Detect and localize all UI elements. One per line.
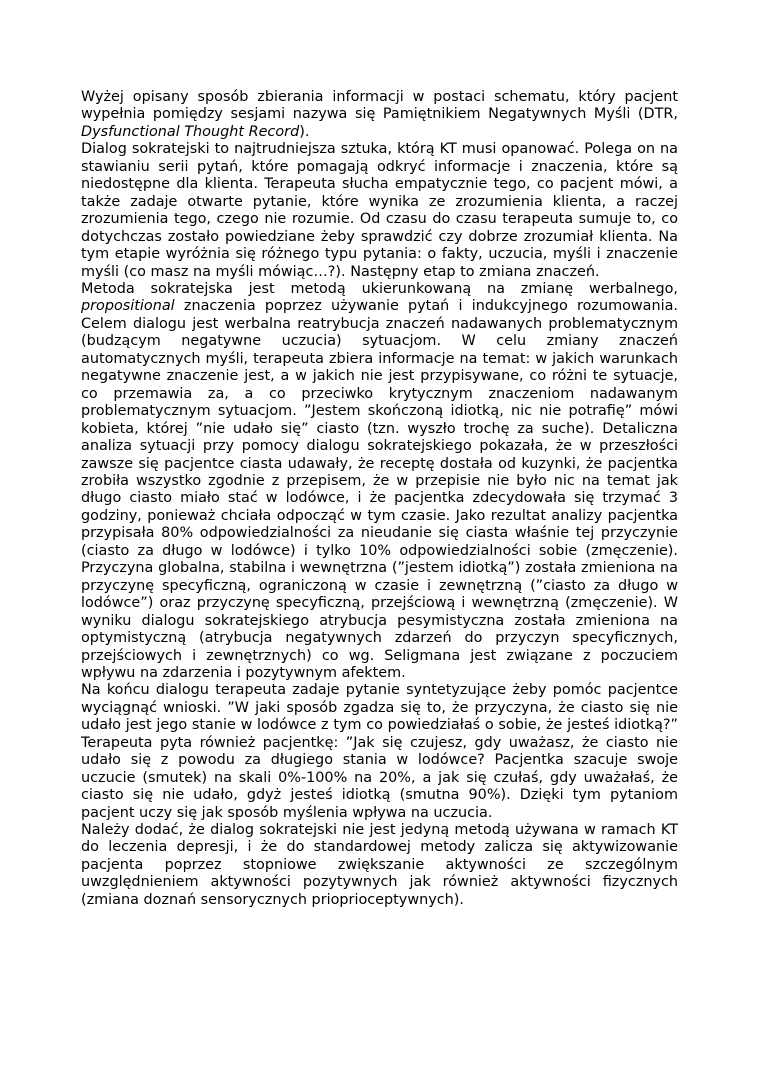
paragraph-text: Wyżej opisany sposób zbierania informacji w postaci schematu, który pacjent wypełnia pomiędzy sesjami nazywa się Pamiętnikiem Negatywnych Myśli (DTR, xyxy=(81,89,678,123)
paragraph-text: ). xyxy=(299,123,310,140)
paragraph-activation xyxy=(81,822,678,909)
paragraph-text: Metoda sokratejska jest metodą ukierunkowaną na zmianę werbalnego, xyxy=(81,280,678,297)
paragraph-italic-term: Dysfunctional Thought Record xyxy=(81,123,300,140)
paragraph-socratic-method xyxy=(81,281,678,682)
paragraph-text: znaczenia poprzez używanie pytań i indukcyjnego rozumowania. Celem dialogu jest werbalna reatrybucja znaczeń nadawanych problematycznym (budzącym negatywne uczucia) sytuacjom. W celu zmiany znaczeń automatycznych myśli, terapeuta zbiera informacje na temat: w jakich warunkach negatywne znaczenie jest, a w jakich nie jest przypisywane, co różni te sytuacje, co przemawia za, a co przeciwko krytycznym znaczeniom nadawanym problematycznym sytuacjom. ”Jestem skończoną idiotką, nic nie potrafię” mówi kobieta, której ”nie udało się” ciasto (tzn. wyszło trochę za suche). Detaliczna analiza sytuacji przy pomocy dialogu sokratejskiego pokazała, że w przeszłości zawsze się pacjentce ciasta udawały, że receptę dostała od kuzynki, że pacjentka zrobiła wszystko zgodnie z przepisem, że w przepisie nie było nic na temat jak długo ciasto miało stać w lodówce, i że pacjentka zdecydowała się trzymać 3 godziny, ponieważ chciała odpocząć w tym czasie. Jako rezultat analizy pacjentka przypisała 80% odpowiedzialności za nieudanie się ciasta właśnie tej przyczynie (ciasto za długo w lodówce) i tylko 10% odpowiedzialności sobie (zmęczenie). Przyczyna globalna, stabilna i wewnętrzna (”jestem idiotką”) została zmieniona na przyczynę specyficzną, ograniczoną w czasie i zewnętrzną (”ciasto za długo w lodówce”) oraz przyczynę specyficzną, przejściową i wewnętrzną (zmęczenie). W wyniku dialogu sokratejskiego atrybucja pesymistyczna została zmieniona na optymistyczną (atrybucja negatywnych zdarzeń do przyczyn specyficznych, przejściowych i zewnętrznych) co wg. Seligmana jest związane z poczuciem wpływu na zdarzenia i pozytywnym afektem. xyxy=(81,298,678,681)
paragraph-text: Dialog sokratejski to najtrudniejsza sztuka, którą KT musi opanować. Polega on na stawianiu serii pytań, które pomagają odkryć informacje i znaczenia, które są niedostępne dla klienta. Terapeuta słucha empatycznie tego, co pacjent mówi, a także zadaje otwarte pytanie, które wynika ze zrozumienia klienta, a raczej zrozumienia tego, czego nie rozumie. Od czasu do czasu terapeuta sumuje to, co dotychczas zostało powiedziane żeby sprawdzić czy dobrze zrozumiał klienta. Na tym etapie wyróżnia się różnego typu pytania: o fakty, uczucia, myśli i znaczenie myśli (co masz na myśli mówiąc…?). Następny etap to zmiana znaczeń. xyxy=(81,141,678,280)
paragraph-text: Należy dodać, że dialog sokratejski nie jest jedyną metodą używana w ramach KT do leczenia depresji, i że do standardowej metody zalicza się aktywizowanie pacjenta poprzez stopniowe zwiększanie aktywności ze szczególnym uwzględnieniem aktywności pozytywnych jak również aktywności fizycznych (zmiana doznań sensorycznych prioprioceptywnych). xyxy=(81,822,678,908)
paragraph-synthesizing-question xyxy=(81,682,678,822)
paragraph-socratic-dialog xyxy=(81,141,678,281)
paragraph-italic-term: propositional xyxy=(81,298,175,315)
paragraph-dtr xyxy=(81,89,678,141)
document-page xyxy=(81,89,678,909)
paragraph-text: Na końcu dialogu terapeuta zadaje pytanie syntetyzujące żeby pomóc pacjentce wyciągnąć wnioski. ”W jaki sposób zgadza się to, że przyczyna, że ciasto się nie udało jest jego stanie w lodówce z tym co powiedziałaś o sobie, że jesteś idiotką?” Terapeuta pyta również pacjentkę: ”Jak się czujesz, gdy uważasz, że ciasto nie udało się z powodu za długiego stania w lodówce? Pacjentka szacuje swoje uczucie (smutek) na skali 0%-100% na 20%, a jak się czułaś, gdy uważałaś, że ciasto się nie udało, gdyż jesteś idiotką (smutna 90%). Dzięki tym pytaniom pacjent uczy się jak sposób myślenia wpływa na uczucia. xyxy=(81,682,678,821)
